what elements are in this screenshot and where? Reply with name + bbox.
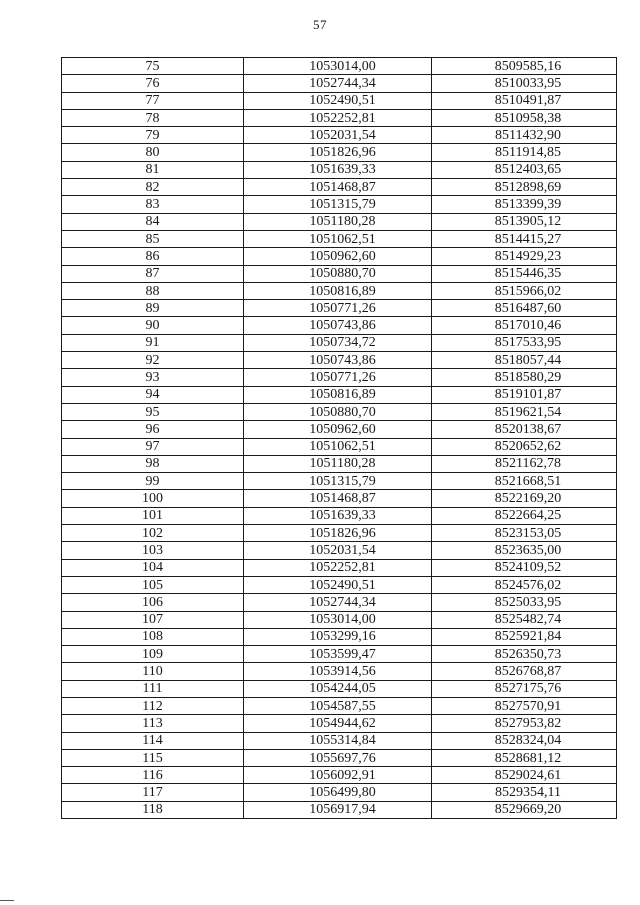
point-number-cell: 81: [62, 161, 244, 178]
point-number-cell: 115: [62, 749, 244, 766]
x-coordinate-cell: 1050743,86: [244, 317, 432, 334]
coordinates-table: [61, 57, 617, 819]
y-coordinate-cell: 8521162,78: [432, 455, 617, 472]
point-number-cell: 97: [62, 438, 244, 455]
y-coordinate-cell: 8517010,46: [432, 317, 617, 334]
x-coordinate-cell: 1050880,70: [244, 265, 432, 282]
table-row: [62, 334, 617, 351]
point-number-cell: 106: [62, 594, 244, 611]
x-coordinate-cell: 1051826,96: [244, 525, 432, 542]
point-number-cell: 90: [62, 317, 244, 334]
x-coordinate-cell: 1050771,26: [244, 369, 432, 386]
point-number-cell: 75: [62, 58, 244, 75]
y-coordinate-cell: 8510958,38: [432, 109, 617, 126]
y-coordinate-cell: 8527175,76: [432, 680, 617, 697]
y-coordinate-cell: 8517533,95: [432, 334, 617, 351]
y-coordinate-cell: 8524576,02: [432, 576, 617, 593]
point-number-cell: 84: [62, 213, 244, 230]
point-number-cell: 99: [62, 473, 244, 490]
y-coordinate-cell: 8527953,82: [432, 715, 617, 732]
table-row: [62, 767, 617, 784]
page-number: 57: [313, 17, 327, 32]
table-row: [62, 576, 617, 593]
coordinates-table-body: [62, 58, 617, 819]
point-number-cell: 101: [62, 507, 244, 524]
point-number-cell: 103: [62, 542, 244, 559]
point-number-cell: 92: [62, 352, 244, 369]
x-coordinate-cell: 1052031,54: [244, 542, 432, 559]
x-coordinate-cell: 1055314,84: [244, 732, 432, 749]
y-coordinate-cell: 8512898,69: [432, 179, 617, 196]
table-row: [62, 369, 617, 386]
point-number-cell: 108: [62, 628, 244, 645]
x-coordinate-cell: 1051639,33: [244, 161, 432, 178]
x-coordinate-cell: 1051180,28: [244, 213, 432, 230]
point-number-cell: 86: [62, 248, 244, 265]
table-row: [62, 628, 617, 645]
y-coordinate-cell: 8526350,73: [432, 646, 617, 663]
table-row: [62, 749, 617, 766]
point-number-cell: 76: [62, 75, 244, 92]
x-coordinate-cell: 1056092,91: [244, 767, 432, 784]
x-coordinate-cell: 1055697,76: [244, 749, 432, 766]
table-row: [62, 525, 617, 542]
point-number-cell: 117: [62, 784, 244, 801]
table-row: [62, 663, 617, 680]
y-coordinate-cell: 8523153,05: [432, 525, 617, 542]
y-coordinate-cell: 8519621,54: [432, 403, 617, 420]
y-coordinate-cell: 8510033,95: [432, 75, 617, 92]
x-coordinate-cell: 1052031,54: [244, 127, 432, 144]
y-coordinate-cell: 8521668,51: [432, 473, 617, 490]
table-row: [62, 473, 617, 490]
table-row: [62, 213, 617, 230]
x-coordinate-cell: 1052490,51: [244, 576, 432, 593]
table-row: [62, 282, 617, 299]
y-coordinate-cell: 8526768,87: [432, 663, 617, 680]
table-row: [62, 559, 617, 576]
x-coordinate-cell: 1052744,34: [244, 75, 432, 92]
x-coordinate-cell: 1056499,80: [244, 784, 432, 801]
y-coordinate-cell: 8519101,87: [432, 386, 617, 403]
table-row: [62, 300, 617, 317]
table-row: [62, 127, 617, 144]
table-row: [62, 144, 617, 161]
point-number-cell: 104: [62, 559, 244, 576]
table-row: [62, 507, 617, 524]
table-row: [62, 697, 617, 714]
y-coordinate-cell: 8525033,95: [432, 594, 617, 611]
y-coordinate-cell: 8520652,62: [432, 438, 617, 455]
point-number-cell: 98: [62, 455, 244, 472]
x-coordinate-cell: 1051468,87: [244, 179, 432, 196]
point-number-cell: 91: [62, 334, 244, 351]
point-number-cell: 110: [62, 663, 244, 680]
x-coordinate-cell: 1050962,60: [244, 248, 432, 265]
y-coordinate-cell: 8515966,02: [432, 282, 617, 299]
table-row: [62, 230, 617, 247]
x-coordinate-cell: 1052490,51: [244, 92, 432, 109]
point-number-cell: 112: [62, 697, 244, 714]
table-row: [62, 317, 617, 334]
y-coordinate-cell: 8509585,16: [432, 58, 617, 75]
x-coordinate-cell: 1050771,26: [244, 300, 432, 317]
table-row: [62, 161, 617, 178]
y-coordinate-cell: 8514415,27: [432, 230, 617, 247]
point-number-cell: 107: [62, 611, 244, 628]
table-row: [62, 179, 617, 196]
y-coordinate-cell: 8529354,11: [432, 784, 617, 801]
x-coordinate-cell: 1056917,94: [244, 801, 432, 818]
y-coordinate-cell: 8515446,35: [432, 265, 617, 282]
table-row: [62, 490, 617, 507]
x-coordinate-cell: 1051062,51: [244, 438, 432, 455]
y-coordinate-cell: 8525921,84: [432, 628, 617, 645]
point-number-cell: 116: [62, 767, 244, 784]
table-row: [62, 715, 617, 732]
table-row: [62, 542, 617, 559]
x-coordinate-cell: 1050734,72: [244, 334, 432, 351]
table-row: [62, 92, 617, 109]
y-coordinate-cell: 8516487,60: [432, 300, 617, 317]
table-row: [62, 75, 617, 92]
x-coordinate-cell: 1054244,05: [244, 680, 432, 697]
x-coordinate-cell: 1050962,60: [244, 421, 432, 438]
point-number-cell: 96: [62, 421, 244, 438]
point-number-cell: 82: [62, 179, 244, 196]
x-coordinate-cell: 1051468,87: [244, 490, 432, 507]
y-coordinate-cell: 8518580,29: [432, 369, 617, 386]
point-number-cell: 79: [62, 127, 244, 144]
y-coordinate-cell: 8513905,12: [432, 213, 617, 230]
y-coordinate-cell: 8528681,12: [432, 749, 617, 766]
point-number-cell: 83: [62, 196, 244, 213]
table-row: [62, 438, 617, 455]
x-coordinate-cell: 1052744,34: [244, 594, 432, 611]
table-row: [62, 594, 617, 611]
y-coordinate-cell: 8529669,20: [432, 801, 617, 818]
x-coordinate-cell: 1051180,28: [244, 455, 432, 472]
x-coordinate-cell: 1054944,62: [244, 715, 432, 732]
table-row: [62, 196, 617, 213]
table-row: [62, 611, 617, 628]
point-number-cell: 93: [62, 369, 244, 386]
point-number-cell: 118: [62, 801, 244, 818]
table-row: [62, 58, 617, 75]
point-number-cell: 105: [62, 576, 244, 593]
x-coordinate-cell: 1050880,70: [244, 403, 432, 420]
page-edge-mark: [0, 900, 14, 901]
table-row: [62, 352, 617, 369]
x-coordinate-cell: 1050743,86: [244, 352, 432, 369]
x-coordinate-cell: 1053014,00: [244, 58, 432, 75]
x-coordinate-cell: 1053914,56: [244, 663, 432, 680]
y-coordinate-cell: 8510491,87: [432, 92, 617, 109]
table-row: [62, 109, 617, 126]
table-row: [62, 646, 617, 663]
point-number-cell: 113: [62, 715, 244, 732]
point-number-cell: 94: [62, 386, 244, 403]
y-coordinate-cell: 8527570,91: [432, 697, 617, 714]
y-coordinate-cell: 8524109,52: [432, 559, 617, 576]
x-coordinate-cell: 1054587,55: [244, 697, 432, 714]
table-row: [62, 732, 617, 749]
point-number-cell: 80: [62, 144, 244, 161]
point-number-cell: 100: [62, 490, 244, 507]
table-row: [62, 421, 617, 438]
point-number-cell: 85: [62, 230, 244, 247]
y-coordinate-cell: 8511432,90: [432, 127, 617, 144]
x-coordinate-cell: 1050816,89: [244, 386, 432, 403]
y-coordinate-cell: 8512403,65: [432, 161, 617, 178]
y-coordinate-cell: 8525482,74: [432, 611, 617, 628]
table-row: [62, 680, 617, 697]
y-coordinate-cell: 8518057,44: [432, 352, 617, 369]
x-coordinate-cell: 1051639,33: [244, 507, 432, 524]
point-number-cell: 88: [62, 282, 244, 299]
y-coordinate-cell: 8528324,04: [432, 732, 617, 749]
x-coordinate-cell: 1053599,47: [244, 646, 432, 663]
y-coordinate-cell: 8522664,25: [432, 507, 617, 524]
x-coordinate-cell: 1053014,00: [244, 611, 432, 628]
y-coordinate-cell: 8523635,00: [432, 542, 617, 559]
point-number-cell: 87: [62, 265, 244, 282]
point-number-cell: 77: [62, 92, 244, 109]
y-coordinate-cell: 8514929,23: [432, 248, 617, 265]
x-coordinate-cell: 1052252,81: [244, 559, 432, 576]
x-coordinate-cell: 1051062,51: [244, 230, 432, 247]
table-row: [62, 403, 617, 420]
x-coordinate-cell: 1051826,96: [244, 144, 432, 161]
point-number-cell: 78: [62, 109, 244, 126]
point-number-cell: 89: [62, 300, 244, 317]
x-coordinate-cell: 1053299,16: [244, 628, 432, 645]
table-row: [62, 455, 617, 472]
table-row: [62, 248, 617, 265]
table-row: [62, 784, 617, 801]
y-coordinate-cell: 8529024,61: [432, 767, 617, 784]
point-number-cell: 95: [62, 403, 244, 420]
point-number-cell: 111: [62, 680, 244, 697]
point-number-cell: 102: [62, 525, 244, 542]
table-row: [62, 265, 617, 282]
y-coordinate-cell: 8513399,39: [432, 196, 617, 213]
x-coordinate-cell: 1052252,81: [244, 109, 432, 126]
x-coordinate-cell: 1051315,79: [244, 473, 432, 490]
y-coordinate-cell: 8520138,67: [432, 421, 617, 438]
point-number-cell: 114: [62, 732, 244, 749]
table-row: [62, 801, 617, 818]
x-coordinate-cell: 1051315,79: [244, 196, 432, 213]
y-coordinate-cell: 8522169,20: [432, 490, 617, 507]
table-row: [62, 386, 617, 403]
point-number-cell: 109: [62, 646, 244, 663]
y-coordinate-cell: 8511914,85: [432, 144, 617, 161]
x-coordinate-cell: 1050816,89: [244, 282, 432, 299]
